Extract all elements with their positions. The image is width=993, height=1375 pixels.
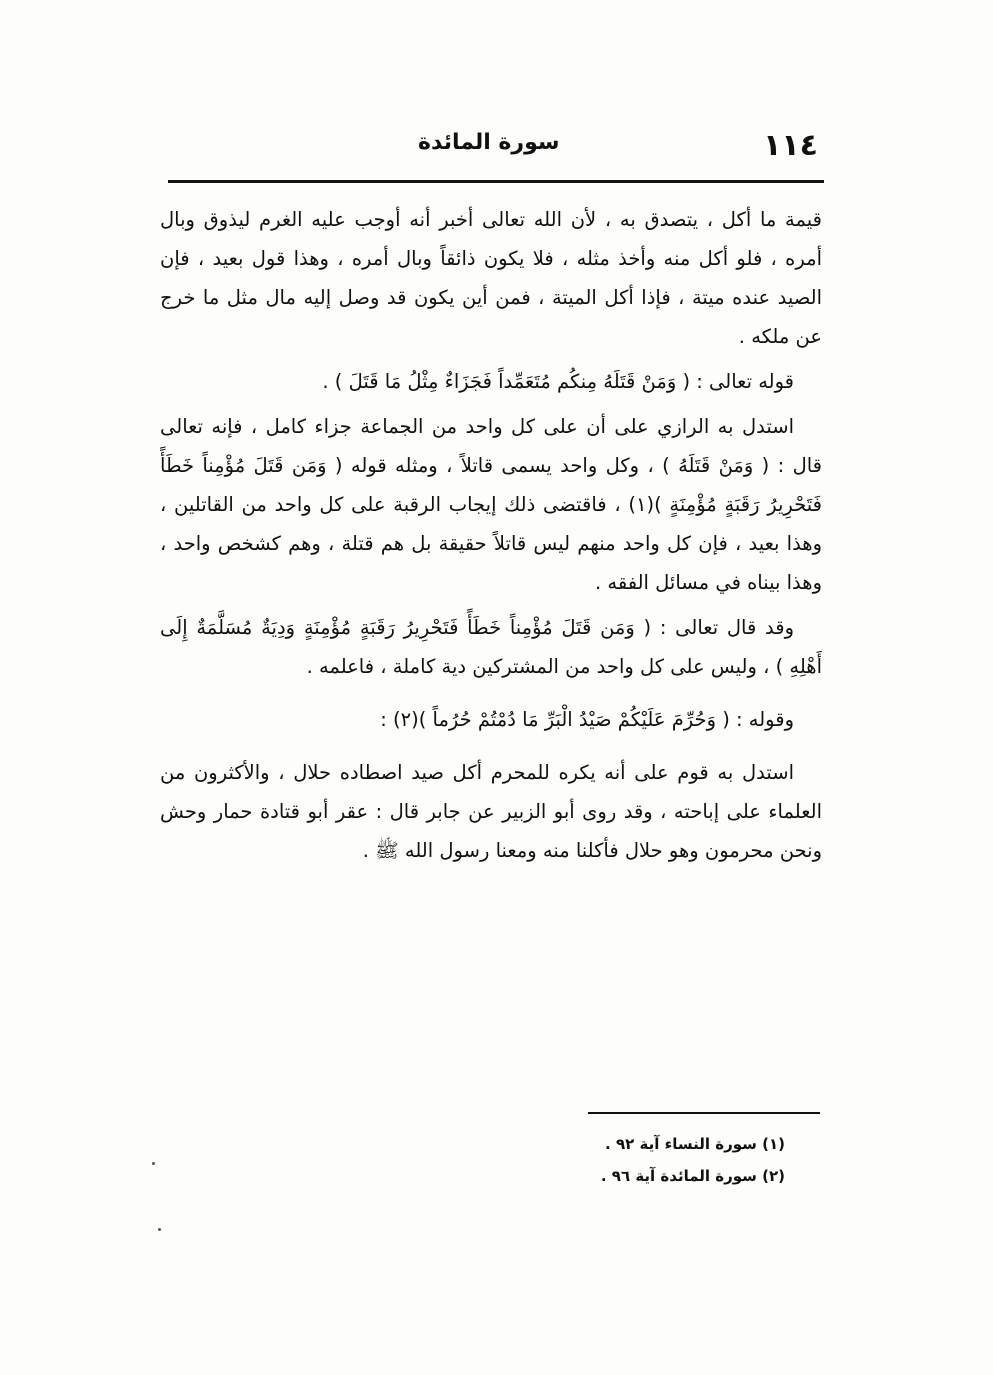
paragraph: استدل به قوم على أنه يكره للمحرم أكل صيد اصطاده حلال ، والأكثرون من العلماء على إباحته ، وقد روى أبو الزبير عن جابر قال : عقر أبو قتادة حمار وحش ونحن محرمون وهو حلال فأكلنا منه ومعنا رسول الله ﷺ .: [160, 761, 822, 862]
header-divider: [168, 180, 824, 183]
paragraph-gap: [160, 686, 822, 700]
paragraph-gap: [160, 739, 822, 753]
footnotes: [500, 1128, 785, 1192]
page-number: ١١٤: [763, 128, 818, 163]
page-header: [168, 118, 824, 178]
paragraph: قيمة ما أكل ، يتصدق به ، لأن الله تعالى أخبر أنه أوجب عليه الغرم ليذوق وبال أمره ، فلو أكل منه وأخذ مثله ، فلا يكون ذائقاً وبال أمره ، وهذا قول بعيد ، فإن الصيد عنده ميتة ، فإذا أكل الميتة ، فمن أين يكون قد وصل إليه مال مثل ما خرج عن ملكه .: [160, 208, 822, 348]
verse-quote: وقوله : ( وَحُرِّمَ عَلَيْكُمْ صَيْدُ الْبَرِّ مَا دُمْتُمْ حُرُماً )(٢) :: [380, 708, 794, 731]
paragraph: استدل به الرازي على أن على كل واحد من الجماعة جزاء كامل ، فإنه تعالى قال : ( وَمَنْ قَتَلَهُ ) ، وكل واحد يسمى قاتلاً ، ومثله قوله ( وَمَن قَتَلَ مُؤْمِناً خَطَأً فَتَحْرِيرُ رَقَبَةٍ مُؤْمِنَةٍ )(١) ، فاقتضى ذلك إيجاب الرقبة على كل واحد من القاتلين ، وهذا بعيد ، فإن كل واحد منهم ليس قاتلاً حقيقة بل هم قتلة ، وهم كشخص واحد ، وهذا بيناه في مسائل الفقه .: [160, 415, 822, 594]
paragraph: وقد قال تعالى : ( وَمَن قَتَلَ مُؤْمِناً خَطَأً فَتَحْرِيرُ رَقَبَةٍ مُؤْمِنَةٍ وَدِيَةٌ مُسَلَّمَةٌ إِلَى أَهْلِهِ ) ، وليس على كل واحد من المشتركين دية كاملة ، فاعلمه .: [160, 616, 822, 678]
scan-speck: [152, 1162, 155, 1165]
footnote: (٢) سورة المائدة آية ٩٦ .: [600, 1167, 785, 1185]
footnote: (١) سورة النساء آية ٩٢ .: [605, 1135, 785, 1153]
verse-quote: قوله تعالى : ( وَمَنْ قَتَلَهُ مِنكُم مُتَعَمِّداً فَجَزَاءٌ مِثْلُ مَا قَتَلَ ) .: [322, 370, 794, 393]
main-text: [160, 200, 822, 870]
footnote-divider: [588, 1112, 820, 1114]
surah-title: سورة المائدة: [418, 130, 560, 155]
scan-speck: [158, 1228, 161, 1231]
